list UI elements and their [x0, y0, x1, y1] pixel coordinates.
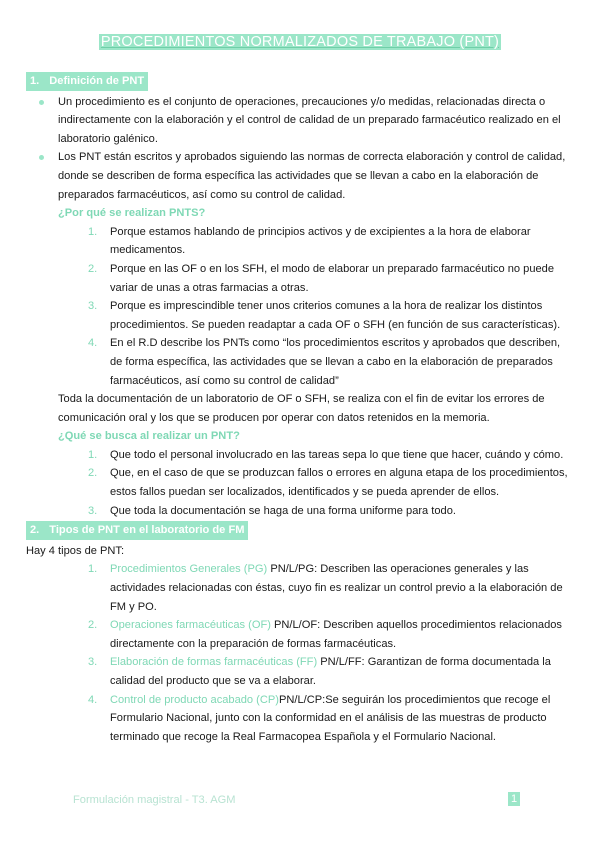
section-2-title: Tipos de PNT en el laboratorio de FM	[49, 524, 245, 537]
item-text: Que toda la documentación se haga de una forma uniforme para todo.	[110, 504, 456, 517]
types-list	[26, 560, 574, 746]
list-item	[26, 464, 574, 501]
type-description: PN/L/OF: Describen aquellos procedimientos relacionados directamente con la preparación de formas farmacéuticas.	[110, 619, 562, 650]
item-number: 2.	[88, 467, 98, 480]
item-text: Que todo el personal involucrado en las tareas sepa lo que tiene que hacer, cuándo y cómo.	[110, 448, 564, 461]
list-item	[26, 334, 574, 390]
list-item	[26, 260, 574, 297]
section-1-title: Definición de PNT	[49, 75, 145, 87]
type-description: PN/L/PG: Describen las operaciones generales y las actividades relacionadas con éstas, cuyo fin es realizar un control previo a la elaboración de FM y PO.	[110, 563, 563, 613]
why-list	[26, 223, 574, 390]
types-intro: Hay 4 tipos de PNT:	[26, 544, 125, 557]
document-body	[26, 72, 574, 746]
item-number: 3.	[88, 300, 98, 313]
type-name: Control de producto acabado (CP)	[110, 693, 279, 706]
section-2-heading	[26, 521, 248, 540]
list-item	[26, 502, 574, 521]
section-2-number: 2.	[30, 524, 40, 537]
item-text: En el R.D describe los PNTs como “los procedimientos escritos y aprobados que describen, de forma específica, las actividades que se llevan a cabo en la elaboración de preparados farmacéuticos, así como su control de calidad”	[110, 337, 561, 387]
seek-heading: ¿Qué se busca al realizar un PNT?	[58, 430, 240, 443]
list-item	[26, 691, 574, 747]
list-item	[26, 297, 574, 334]
list-item: Un procedimiento es el conjunto de operaciones, precauciones y/o medidas, relacionadas directa o indirectamente con la elaboración y el control de calidad de un preparado farmacéutico realizado en el laboratorio galénico.	[26, 93, 574, 149]
page-number: 1	[508, 792, 520, 806]
type-description: PN/L/FF: Garantizan de forma documentada la calidad del producto que se va a elaborar.	[110, 656, 551, 687]
section-1-heading	[26, 72, 148, 91]
item-number: 4.	[88, 337, 98, 350]
list-item	[26, 223, 574, 260]
list-item	[26, 653, 574, 690]
item-number: 2.	[88, 619, 98, 632]
documentation-paragraph: Toda la documentación de un laboratorio de OF o SFH, se realiza con el fin de evitar los errores de comunicación oral y los que se producen por operar con datos retenidos en la memoria.	[58, 393, 545, 424]
item-text: Porque es imprescindible tener unos criterios comunes a la hora de realizar los distintos procedimientos. Se pueden readaptar a cada OF o SFH (en función de sus características).	[110, 300, 561, 331]
type-name: Operaciones farmacéuticas (OF)	[110, 619, 271, 632]
why-heading: ¿Por qué se realizan PNTS?	[58, 207, 206, 220]
type-description: PN/L/CP:Se seguirán los procedimientos que recoge el Formulario Nacional, junto con la conformidad en el análisis de las muestras de producto terminado que recoge la Real Farmacopea Española y el Formulario Nacional.	[110, 693, 551, 743]
item-number: 4.	[88, 693, 98, 706]
item-number: 1.	[88, 563, 98, 576]
list-item	[26, 560, 574, 616]
item-number: 1.	[88, 448, 98, 461]
item-number: 1.	[88, 225, 98, 238]
list-item: Los PNT están escritos y aprobados siguiendo las normas de correcta elaboración y control de calidad, donde se describen de forma específica las actividades que se llevan a cabo en la elaboración de preparados farmacéuticos, así como su control de calidad.	[26, 148, 574, 204]
item-text: Porque estamos hablando de principios activos y de excipientes a la hora de elaborar medicamentos.	[110, 225, 531, 257]
item-number: 3.	[88, 656, 98, 669]
list-item	[26, 446, 574, 465]
type-name: Elaboración de formas farmacéuticas (FF)	[110, 656, 318, 669]
page-title-text: PROCEDIMIENTOS NORMALIZADOS DE TRABAJO (PNT)	[100, 34, 500, 50]
item-text: Porque en las OF o en los SFH, el modo de elaborar un preparado farmacéutico no puede variar de unas a otras farmacias a otras.	[110, 262, 555, 294]
seek-list	[26, 446, 574, 520]
list-item	[26, 616, 574, 653]
page-title	[0, 34, 600, 50]
item-number: 2.	[88, 262, 98, 275]
type-name: Procedimientos Generales (PG)	[110, 563, 268, 576]
footer-text: Formulación magistral - T3. AGM	[73, 794, 236, 806]
definition-bullets	[26, 93, 574, 205]
item-text: Que, en el caso de que se produzcan fallos o errores en alguna etapa de los procedimientos, estos fallos puedan ser localizados, identificados y se pueda aprender de ellos.	[110, 467, 568, 499]
item-number: 3.	[88, 504, 98, 517]
section-1-number: 1.	[30, 75, 40, 87]
